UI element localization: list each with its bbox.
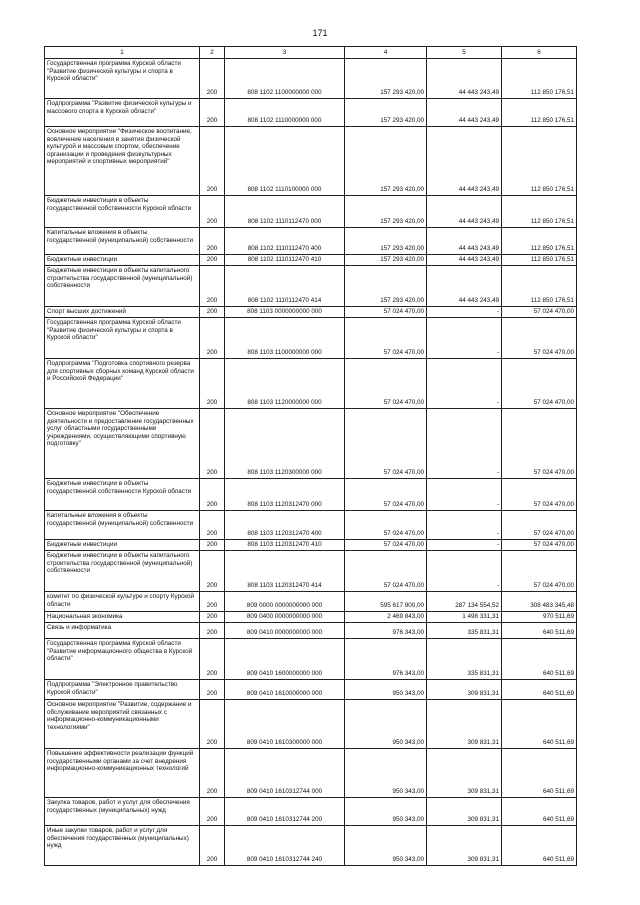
col-header-2: 2 [200, 47, 225, 59]
table-row [45, 700, 577, 749]
row-approved: 2 469 843,00 [345, 612, 427, 623]
row-executed: 44 443 243,49 [427, 255, 502, 266]
row-name: Бюджетные инвестиции [45, 540, 200, 551]
table-row [45, 639, 577, 680]
row-unexecuted: 640 511,69 [502, 623, 577, 639]
row-line-code: 200 [200, 99, 225, 127]
row-name: Национальная экономика [45, 612, 200, 623]
table-row [45, 798, 577, 826]
row-executed: 309 831,31 [427, 749, 502, 798]
row-budget-code: 809 0410 0000000000 000 [225, 623, 345, 639]
table-row [45, 551, 577, 592]
row-approved: 976 343,00 [345, 639, 427, 680]
row-budget-code: 808 1102 1110112470 414 [225, 266, 345, 307]
row-budget-code: 809 0000 0000000000 000 [225, 592, 345, 612]
row-name: Государственная программа Курской области "Развитие информационного общества в Курской области" [45, 639, 200, 680]
row-executed: 309 831,31 [427, 798, 502, 826]
row-name: Бюджетные инвестиции в объекты капитального строительства государственной (муниципальной) собственности [45, 551, 200, 592]
col-header-3: 3 [225, 47, 345, 59]
row-unexecuted: 112 850 176,51 [502, 99, 577, 127]
row-budget-code: 809 0400 0000000000 000 [225, 612, 345, 623]
row-line-code: 200 [200, 409, 225, 479]
row-unexecuted: 112 850 176,51 [502, 127, 577, 196]
row-approved: 157 293 420,00 [345, 266, 427, 307]
row-approved: 950 343,00 [345, 680, 427, 700]
row-executed: 335 831,31 [427, 623, 502, 639]
row-unexecuted: 640 511,69 [502, 639, 577, 680]
row-unexecuted: 112 850 176,51 [502, 59, 577, 99]
row-name: Подпрограмма "Развитие физической культуры и массового спорта в Курской области" [45, 99, 200, 127]
row-budget-code: 808 1103 1120312470 414 [225, 551, 345, 592]
row-name: Подпрограмма "Подготовка спортивного резерва для спортивных сборных команд Курской области и Российской Федерации" [45, 359, 200, 409]
row-budget-code: 809 0410 1600000000 000 [225, 639, 345, 680]
row-executed: - [427, 318, 502, 359]
row-unexecuted: 640 511,69 [502, 798, 577, 826]
row-approved: 57 024 470,00 [345, 409, 427, 479]
row-name: комитет по физической культуре и спорту Курской области [45, 592, 200, 612]
row-unexecuted: 57 024 470,00 [502, 359, 577, 409]
row-approved: 57 024 470,00 [345, 551, 427, 592]
row-name: Капитальные вложения в объекты государственной (муниципальной) собственности [45, 511, 200, 540]
table-row [45, 749, 577, 798]
row-unexecuted: 640 511,69 [502, 749, 577, 798]
row-executed: 44 443 243,49 [427, 266, 502, 307]
row-line-code: 200 [200, 307, 225, 318]
row-unexecuted: 640 511,69 [502, 680, 577, 700]
row-approved: 950 343,00 [345, 826, 427, 866]
row-approved: 57 024 470,00 [345, 307, 427, 318]
row-unexecuted: 112 850 176,51 [502, 266, 577, 307]
row-budget-code: 809 0410 1610312744 000 [225, 749, 345, 798]
row-budget-code: 808 1103 1120000000 000 [225, 359, 345, 409]
col-header-4: 4 [345, 47, 427, 59]
row-approved: 57 024 470,00 [345, 359, 427, 409]
row-name: Связь и информатика [45, 623, 200, 639]
row-approved: 950 343,00 [345, 798, 427, 826]
row-unexecuted: 57 024 470,00 [502, 540, 577, 551]
row-name: Бюджетные инвестиции в объекты государственной собственности Курской области [45, 196, 200, 228]
row-unexecuted: 112 850 176,51 [502, 228, 577, 255]
row-name: Государственная программа Курской области "Развитие физической культуры и спорта в Курской области" [45, 318, 200, 359]
row-line-code: 200 [200, 266, 225, 307]
row-approved: 57 024 470,00 [345, 318, 427, 359]
col-header-6: 6 [502, 47, 577, 59]
row-executed: 309 831,31 [427, 680, 502, 700]
row-line-code: 200 [200, 639, 225, 680]
row-executed: - [427, 511, 502, 540]
row-approved: 57 024 470,00 [345, 511, 427, 540]
table-row [45, 540, 577, 551]
row-budget-code: 808 1102 1110112470 410 [225, 255, 345, 266]
table-row [45, 196, 577, 228]
page-number: 171 [312, 28, 328, 38]
row-budget-code: 808 1103 0000000000 000 [225, 307, 345, 318]
row-budget-code: 809 0410 1610312744 240 [225, 826, 345, 866]
row-budget-code: 808 1103 1120312470 400 [225, 511, 345, 540]
row-line-code: 200 [200, 612, 225, 623]
row-line-code: 200 [200, 59, 225, 99]
row-approved: 157 293 420,00 [345, 255, 427, 266]
row-budget-code: 808 1102 1110000000 000 [225, 99, 345, 127]
row-line-code: 200 [200, 255, 225, 266]
row-executed: 44 443 243,49 [427, 228, 502, 255]
table-row [45, 99, 577, 127]
row-budget-code: 809 0410 1610000000 000 [225, 680, 345, 700]
row-approved: 157 293 420,00 [345, 59, 427, 99]
row-name: Бюджетные инвестиции в объекты капитального строительства государственной (муниципальной) собственности [45, 266, 200, 307]
row-unexecuted: 112 850 176,51 [502, 255, 577, 266]
row-line-code: 200 [200, 826, 225, 866]
row-line-code: 200 [200, 127, 225, 196]
row-budget-code: 809 0410 1610300000 000 [225, 700, 345, 749]
row-executed: 287 134 554,52 [427, 592, 502, 612]
table-row [45, 228, 577, 255]
row-line-code: 200 [200, 798, 225, 826]
row-executed: 44 443 243,49 [427, 127, 502, 196]
row-name: Закупка товаров, работ и услуг для обеспечения государственных (муниципальных) нужд [45, 798, 200, 826]
row-name: Бюджетные инвестиции в объекты государственной собственности Курской области [45, 479, 200, 511]
row-executed: 44 443 243,49 [427, 99, 502, 127]
col-header-5: 5 [427, 47, 502, 59]
row-line-code: 200 [200, 540, 225, 551]
row-unexecuted: 57 024 470,00 [502, 409, 577, 479]
row-line-code: 200 [200, 228, 225, 255]
row-budget-code: 808 1102 1100000000 000 [225, 59, 345, 99]
row-name: Основное мероприятие "Физическое воспитание, вовлечение населения в занятия физической культурой и массовым спортом, обеспечение организации и проведения физкультурных мероприятий и спортивных мероприятий" [45, 127, 200, 196]
header-row [45, 47, 577, 59]
row-budget-code: 808 1103 1120312470 000 [225, 479, 345, 511]
row-name: Повышение эффективности реализации функций государственными органами за счет внедрения информационно-коммуникационных технологий [45, 749, 200, 798]
row-approved: 976 343,00 [345, 623, 427, 639]
table-row [45, 127, 577, 196]
row-executed: 1 498 331,31 [427, 612, 502, 623]
row-line-code: 200 [200, 318, 225, 359]
row-line-code: 200 [200, 479, 225, 511]
table-row [45, 623, 577, 639]
row-name: Иные закупки товаров, работ и услуг для обеспечения государственных (муниципальных) нужд [45, 826, 200, 866]
row-executed: 335 831,31 [427, 639, 502, 680]
row-line-code: 200 [200, 623, 225, 639]
table-row [45, 612, 577, 623]
row-executed: - [427, 540, 502, 551]
table-row [45, 318, 577, 359]
row-approved: 595 617 900,00 [345, 592, 427, 612]
table-row [45, 479, 577, 511]
row-name: Спорт высших достижений [45, 307, 200, 318]
col-header-1: 1 [45, 47, 200, 59]
row-line-code: 200 [200, 700, 225, 749]
budget-table [44, 46, 577, 866]
row-unexecuted: 640 511,69 [502, 700, 577, 749]
table-row [45, 266, 577, 307]
row-executed: 44 443 243,49 [427, 196, 502, 228]
row-approved: 57 024 470,00 [345, 479, 427, 511]
row-line-code: 200 [200, 196, 225, 228]
row-budget-code: 808 1102 1110100000 000 [225, 127, 345, 196]
row-budget-code: 809 0410 1610312744 200 [225, 798, 345, 826]
row-executed: - [427, 479, 502, 511]
row-budget-code: 808 1102 1110112470 000 [225, 196, 345, 228]
table-row [45, 826, 577, 866]
row-unexecuted: 57 024 470,00 [502, 318, 577, 359]
row-budget-code: 808 1103 1100000000 000 [225, 318, 345, 359]
row-unexecuted: 57 024 470,00 [502, 551, 577, 592]
row-budget-code: 808 1103 1120312470 410 [225, 540, 345, 551]
table-row [45, 511, 577, 540]
row-executed: 309 831,31 [427, 700, 502, 749]
row-unexecuted: 308 483 345,48 [502, 592, 577, 612]
row-name: Капитальные вложения в объекты государственной (муниципальной) собственности [45, 228, 200, 255]
row-line-code: 200 [200, 749, 225, 798]
row-name: Основное мероприятие "Обеспечение деятельности и предоставление государственных услуг областными государственными учреждениями, осуществляющими спортивную подготовку" [45, 409, 200, 479]
row-executed: 44 443 243,49 [427, 59, 502, 99]
table-row [45, 307, 577, 318]
row-name: Подпрограмма "Электронное правительство Курской области" [45, 680, 200, 700]
row-approved: 157 293 420,00 [345, 127, 427, 196]
row-approved: 950 343,00 [345, 700, 427, 749]
row-approved: 157 293 420,00 [345, 99, 427, 127]
row-unexecuted: 640 511,69 [502, 826, 577, 866]
row-line-code: 200 [200, 551, 225, 592]
table-row [45, 255, 577, 266]
row-executed: - [427, 409, 502, 479]
row-executed: 309 831,31 [427, 826, 502, 866]
row-unexecuted: 57 024 470,00 [502, 307, 577, 318]
row-name: Государственная программа Курской области "Развитие физической культуры и спорта в Курской области" [45, 59, 200, 99]
table-row [45, 680, 577, 700]
row-executed: - [427, 307, 502, 318]
row-approved: 950 343,00 [345, 749, 427, 798]
row-unexecuted: 57 024 470,00 [502, 511, 577, 540]
row-executed: - [427, 359, 502, 409]
row-approved: 157 293 420,00 [345, 196, 427, 228]
row-line-code: 200 [200, 592, 225, 612]
row-budget-code: 808 1103 1120300000 000 [225, 409, 345, 479]
row-line-code: 200 [200, 511, 225, 540]
row-name: Бюджетные инвестиции [45, 255, 200, 266]
row-unexecuted: 970 511,69 [502, 612, 577, 623]
row-executed: - [427, 551, 502, 592]
row-approved: 157 293 420,00 [345, 228, 427, 255]
row-line-code: 200 [200, 680, 225, 700]
row-line-code: 200 [200, 359, 225, 409]
row-name: Основное мероприятие "Развитие, содержание и обслуживание мероприятий связанных с информационно-коммуникационными технологиями" [45, 700, 200, 749]
row-unexecuted: 57 024 470,00 [502, 479, 577, 511]
table-row [45, 409, 577, 479]
table-row [45, 592, 577, 612]
row-unexecuted: 112 850 176,51 [502, 196, 577, 228]
row-approved: 57 024 470,00 [345, 540, 427, 551]
table-row [45, 359, 577, 409]
row-budget-code: 808 1102 1110112470 400 [225, 228, 345, 255]
table-row [45, 59, 577, 99]
